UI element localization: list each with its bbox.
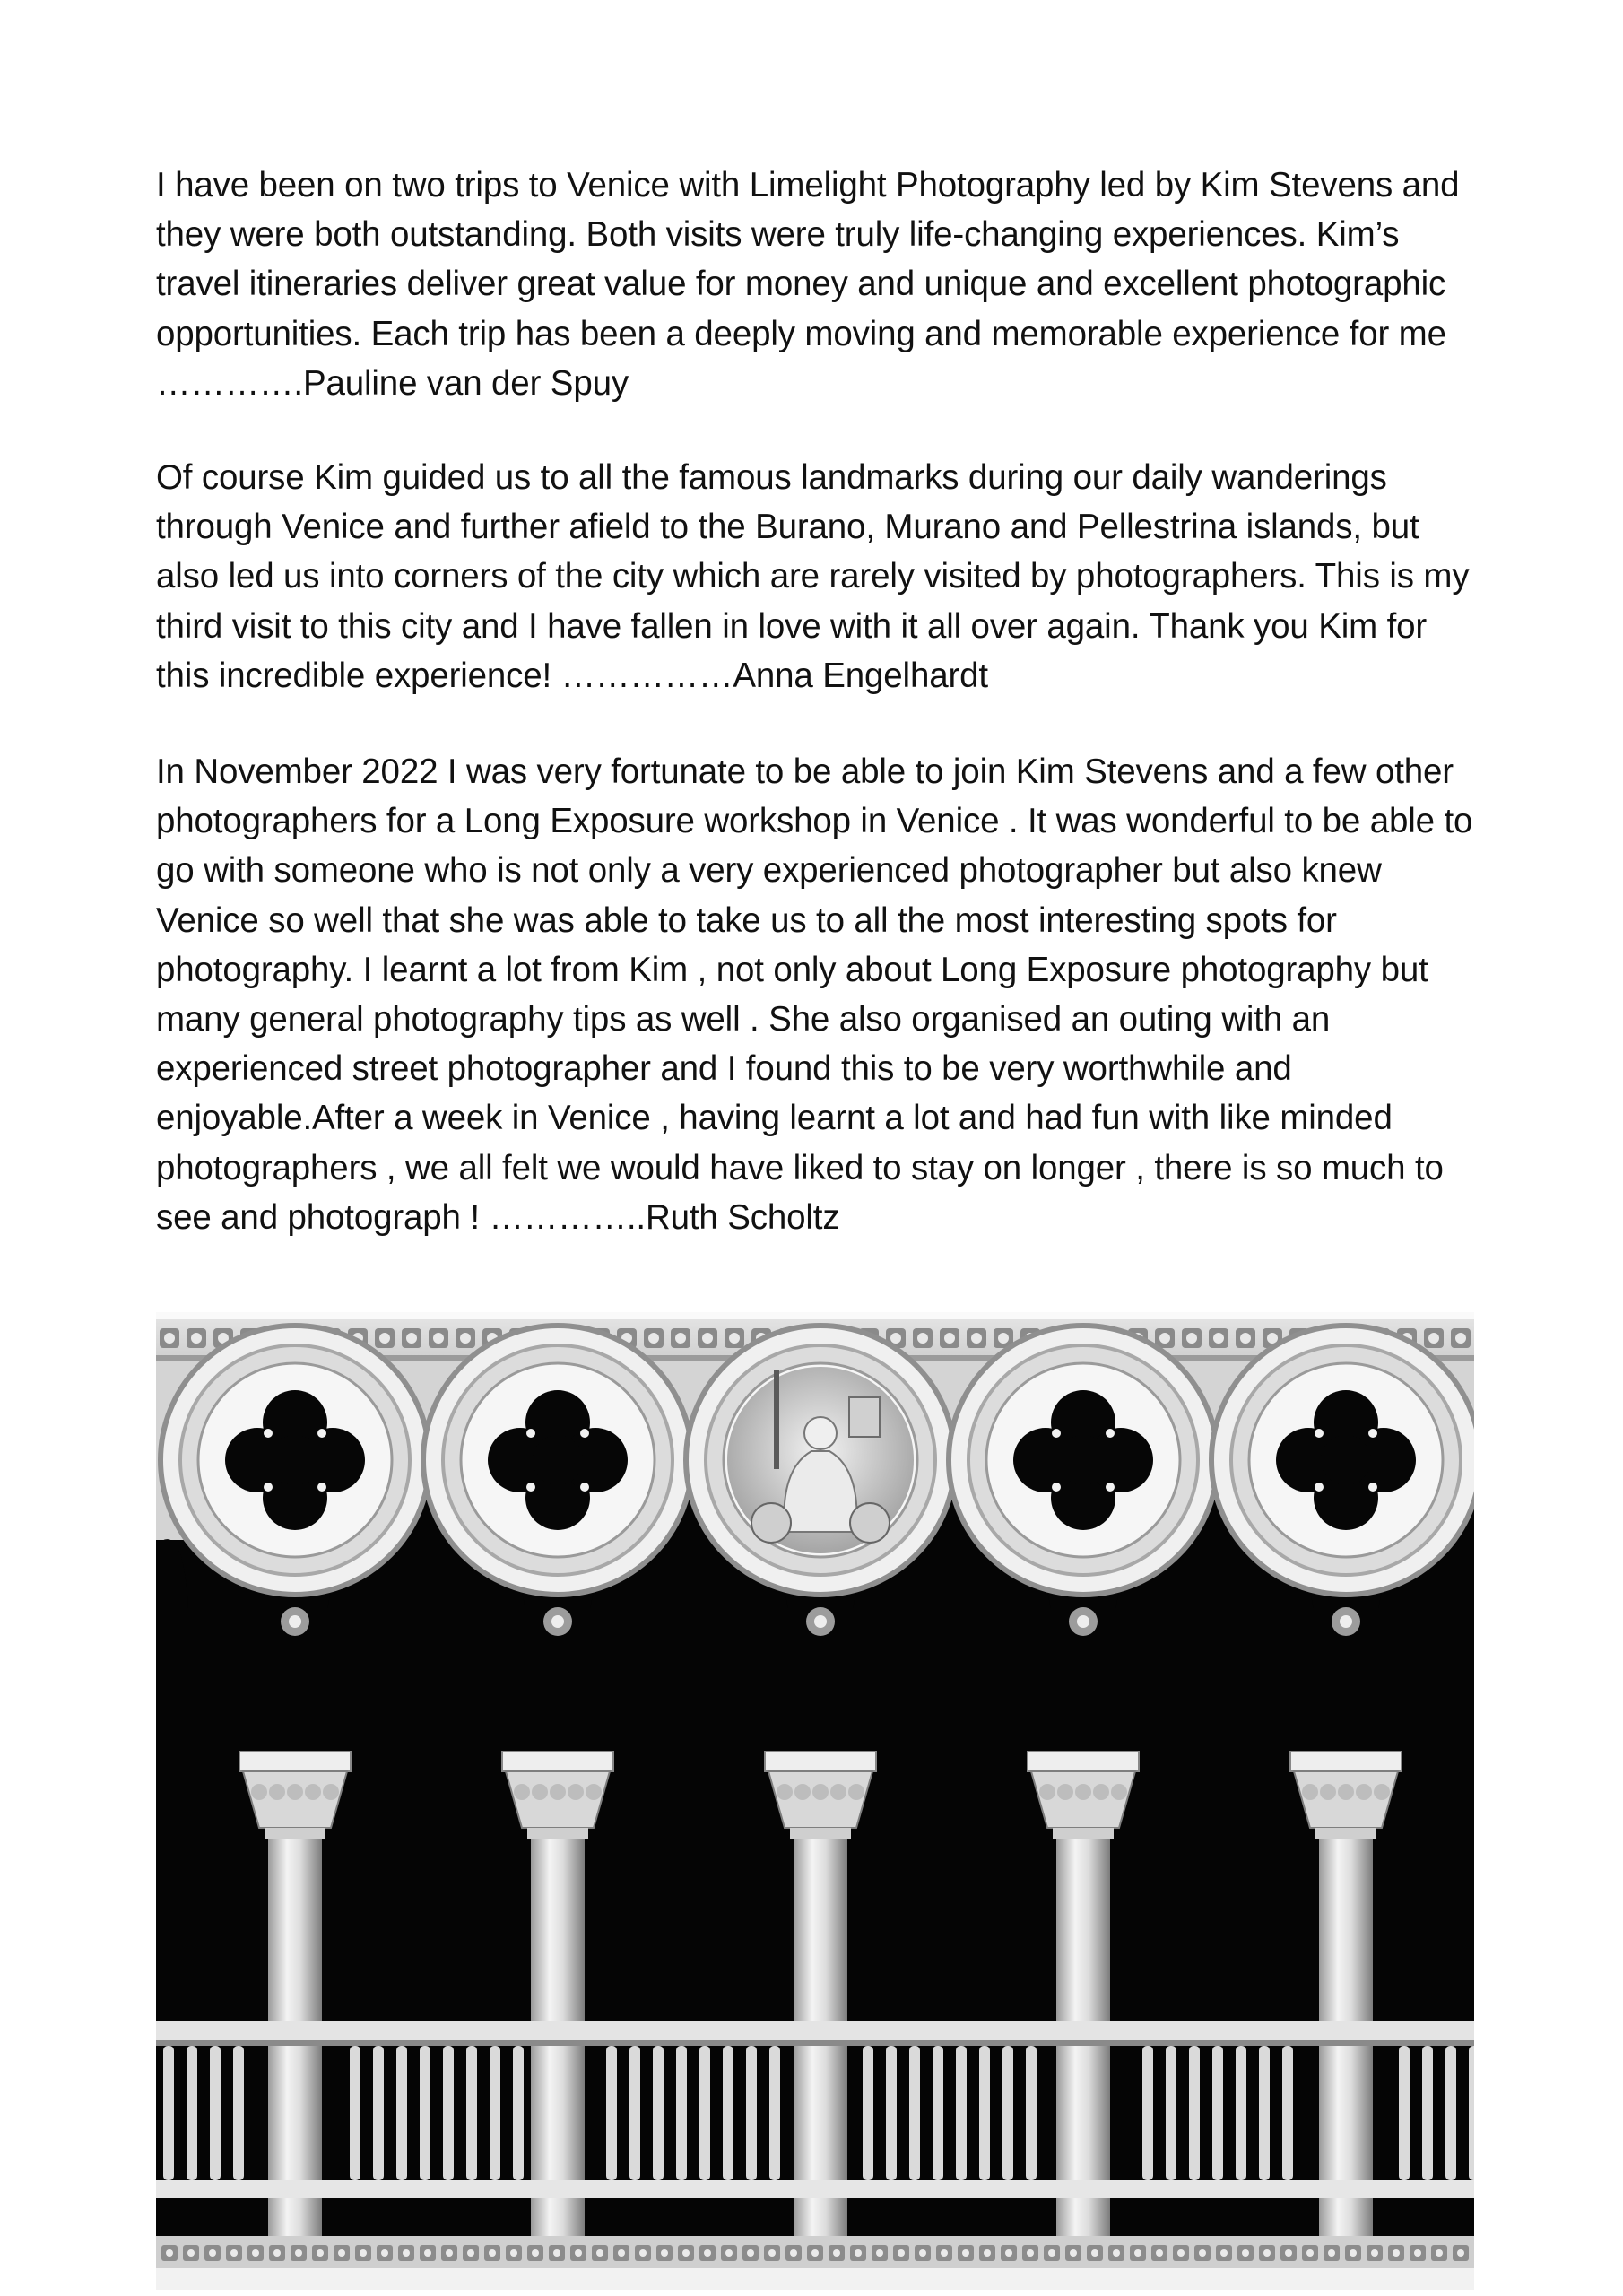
figure-head [804,1417,837,1449]
baluster [1422,2046,1433,2180]
baluster [443,2046,454,2180]
spandrel-rosette-center [551,1615,564,1628]
baluster [1469,2046,1474,2180]
capital-abacus [765,1752,876,1771]
lower-frieze-rosette [962,2249,969,2257]
baluster [373,2046,384,2180]
capital-leaf [1039,1784,1055,1800]
lion-right [850,1503,890,1543]
baluster [909,2046,920,2180]
lower-frieze-rosette [876,2249,883,2257]
top-edge [156,1312,1474,1319]
lower-frieze-rosette [1371,2249,1378,2257]
lower-frieze-rosette [424,2249,431,2257]
capital-leaf [1057,1784,1073,1800]
baluster [769,2046,780,2180]
quatrefoil-center [1321,1435,1371,1485]
capital-leaf [550,1784,566,1800]
lower-frieze-rosette [1070,2249,1077,2257]
lower-frieze-rosette [790,2249,797,2257]
capital-abacus [239,1752,351,1771]
frieze-rosette [675,1333,686,1344]
lower-frieze-rosette [747,2249,754,2257]
baluster [210,2046,221,2180]
frieze-rosette [191,1333,202,1344]
lower-frieze-rosette [855,2249,862,2257]
lower-frieze-rosette [1199,2249,1206,2257]
capital-abacus [1028,1752,1139,1771]
quatrefoil-cusp [264,1483,273,1492]
quatrefoil-cusp [1106,1483,1115,1492]
spandrel-rosette-center [814,1615,827,1628]
baluster [1259,2046,1270,2180]
capital-leaf [269,1784,285,1800]
capital-leaf [1320,1784,1336,1800]
baluster [1189,2046,1200,2180]
capital-leaf [1374,1784,1390,1800]
arcade-illustration [156,1312,1474,2290]
frieze-rosette [406,1333,417,1344]
column-necking [265,1828,325,1839]
capital-leaf [305,1784,321,1800]
testimonial-anna: Of course Kim guided us to all the famous landmarks during our daily wanderings through Venice and further afield to the Burano, Murano and Pellestrina islands, but also led us into corners of the city which are rarely visited by photographers. This is my third visit to this city and I have fallen in love with it all over again. Thank you Kim for this incredible experience! ……………Anna Engelhardt [156,458,1470,695]
quatrefoil-cusp [1368,1483,1377,1492]
lower-frieze-rosette [661,2249,668,2257]
lower-frieze-rosette [166,2249,173,2257]
frieze-rosette [648,1333,659,1344]
frieze-rosette [917,1333,928,1344]
frieze-rosette [460,1333,471,1344]
capital-leaf [514,1784,530,1800]
column-necking [790,1828,851,1839]
sword [774,1370,779,1469]
baluster [233,2046,244,2180]
baluster [653,2046,664,2180]
capital-abacus [1290,1752,1402,1771]
baluster [676,2046,687,2180]
lower-frieze-rosette [209,2249,216,2257]
capital-leaf [794,1784,811,1800]
lower-frieze-rosette [1220,2249,1228,2257]
lower-frieze-rosette [1134,2249,1141,2257]
capital-leaf [586,1784,602,1800]
lower-frieze-rosette [532,2249,539,2257]
capital-leaf [1338,1784,1354,1800]
baluster [513,2046,524,2180]
capital-leaf [1356,1784,1372,1800]
lower-frieze-rosette [1393,2249,1400,2257]
testimonial-ruth: In November 2022 I was very fortunate to be able to join Kim Stevens and a few other photographers for a Long Exposure workshop in Venice . It was wonderful to be able to go with someone who is not only a very experienced photographer but also knew Venice so well that she was able to take us to all the most interesting spots for photography. I learnt a lot from Kim , not only about Long Exposure photography but many general photography tips as well . She also organised an outing with an experienced street photographer and I found this to be very worthwhile and enjoyable.After a week in Venice , having learnt a lot and had fun with like minded photographers , we all felt we would have liked to stay on longer , there is so much to see and photograph ! …………..Ruth Scholtz [156,752,1473,1237]
baluster [1236,2046,1246,2180]
baluster [350,2046,360,2180]
frieze-rosette [1267,1333,1278,1344]
baluster [396,2046,407,2180]
lower-frieze-rosette [446,2249,453,2257]
lower-frieze-rosette [618,2249,625,2257]
lower-frieze-rosette [1328,2249,1335,2257]
lower-frieze-rosette [984,2249,991,2257]
quatrefoil-center [1058,1435,1108,1485]
lower-ledge [156,2268,1474,2290]
frieze-rosette [702,1333,713,1344]
lower-frieze-rosette [1027,2249,1034,2257]
quatrefoil-cusp [1315,1429,1324,1438]
lower-frieze-rosette [510,2249,517,2257]
baluster [1445,2046,1456,2180]
frieze-rosette [1455,1333,1466,1344]
quatrefoil-cusp [580,1483,589,1492]
quatrefoil-cusp [526,1483,535,1492]
frieze-rosette [1240,1333,1251,1344]
lower-frieze-rosette [1457,2249,1464,2257]
lower-frieze-rosette [1285,2249,1292,2257]
capital-leaf [812,1784,829,1800]
baluster [1166,2046,1176,2180]
scroll [849,1397,880,1437]
balustrade-rail [156,2021,1474,2040]
frieze-rosette [729,1333,740,1344]
venice-arcade-photo [156,1312,1474,2290]
lower-frieze-rosette [273,2249,281,2257]
quatrefoil-center [270,1435,320,1485]
baluster [1002,2046,1013,2180]
column-necking [527,1828,588,1839]
frieze-rosette [971,1333,982,1344]
lower-frieze-rosette [1113,2249,1120,2257]
capital-leaf [287,1784,303,1800]
baluster [863,2046,873,2180]
lower-frieze-rosette [704,2249,711,2257]
quatrefoil-cusp [264,1429,273,1438]
lower-frieze-rosette [295,2249,302,2257]
quatrefoil-cusp [526,1429,535,1438]
frieze-rosette [998,1333,1009,1344]
baluster [933,2046,943,2180]
baluster [466,2046,477,2180]
lion-left [751,1503,791,1543]
frieze-rosette [1186,1333,1197,1344]
capital-leaf [830,1784,846,1800]
spandrel-rosette-center [1340,1615,1352,1628]
quatrefoil-cusp [317,1429,326,1438]
frieze-rosette [379,1333,390,1344]
lower-frieze-rosette [187,2249,195,2257]
pointed-arch-opening [156,1539,188,1814]
lower-frieze-rosette [381,2249,388,2257]
quatrefoil-cusp [1052,1429,1061,1438]
lower-frieze-rosette [252,2249,259,2257]
baluster [1399,2046,1410,2180]
capital-leaf [323,1784,339,1800]
quatrefoil-cusp [317,1483,326,1492]
lower-frieze-rosette [919,2249,926,2257]
lower-frieze-rosette [230,2249,238,2257]
quatrefoil-center [533,1435,583,1485]
balustrade-base [156,2180,1474,2198]
baluster [699,2046,710,2180]
frieze-rosette [890,1333,901,1344]
capital-leaf [1093,1784,1109,1800]
baluster [956,2046,967,2180]
baluster [490,2046,500,2180]
lower-frieze-rosette [403,2249,410,2257]
quatrefoil-cusp [1368,1429,1377,1438]
lower-frieze-rosette [898,2249,905,2257]
baluster [1026,2046,1037,2180]
lower-frieze-rosette [812,2249,819,2257]
capital-leaf [1075,1784,1091,1800]
quatrefoil-cusp [1106,1429,1115,1438]
baluster [886,2046,897,2180]
balustrade-rail-shadow [156,2040,1474,2046]
lower-frieze-rosette [489,2249,496,2257]
baluster [723,2046,733,2180]
lower-frieze-rosette [596,2249,603,2257]
column-necking [1315,1828,1376,1839]
capital-leaf [1111,1784,1127,1800]
lower-frieze-rosette [1306,2249,1314,2257]
lower-frieze-rosette [1177,2249,1185,2257]
capital-leaf [251,1784,267,1800]
capital-leaf [532,1784,548,1800]
lower-frieze-rosette [1242,2249,1249,2257]
capital-abacus [502,1752,613,1771]
lower-frieze-rosette [941,2249,948,2257]
quatrefoil-cusp [1052,1483,1061,1492]
frieze-rosette [164,1333,175,1344]
lower-frieze-rosette [1436,2249,1443,2257]
spandrel-rosette-center [289,1615,301,1628]
lower-frieze-rosette [1005,2249,1012,2257]
frieze-rosette [433,1333,444,1344]
lower-frieze-rosette [317,2249,324,2257]
frieze-rosette [1159,1333,1170,1344]
lower-frieze-rosette [1048,2249,1055,2257]
testimonial-pauline: I have been on two trips to Venice with Limelight Photography led by Kim Stevens and they were both outstanding. Both visits were truly life-changing experiences. Kim’s travel itineraries deliver great value for money and unique and excellent photographic opportunities. Each trip has been a deeply moving and memorable experience for me ………….Pauline van der Spuy [156,166,1460,403]
quatrefoil-cusp [1315,1483,1324,1492]
baluster [1142,2046,1153,2180]
lower-frieze-rosette [575,2249,582,2257]
lower-frieze-rosette [639,2249,647,2257]
lower-frieze-rosette [725,2249,733,2257]
lower-frieze-rosette [1414,2249,1421,2257]
baluster [606,2046,617,2180]
baluster [746,2046,757,2180]
capital-leaf [1302,1784,1318,1800]
lower-frieze-rosette [682,2249,690,2257]
capital-leaf [568,1784,584,1800]
baluster [187,2046,197,2180]
lower-frieze-rosette [360,2249,367,2257]
baluster [629,2046,640,2180]
lower-frieze-rosette [1263,2249,1271,2257]
baluster [1212,2046,1223,2180]
lower-frieze-rosette [1156,2249,1163,2257]
baluster [420,2046,430,2180]
baluster [979,2046,990,2180]
spandrel-rosette-center [1077,1615,1089,1628]
lower-frieze-rosette [768,2249,776,2257]
column-necking [1053,1828,1114,1839]
baluster [1282,2046,1293,2180]
frieze-rosette [1213,1333,1224,1344]
capital-leaf [777,1784,793,1800]
lower-frieze-rosette [553,2249,560,2257]
frieze-rosette [1428,1333,1439,1344]
lower-frieze-rosette [338,2249,345,2257]
lower-frieze-rosette [1091,2249,1098,2257]
baluster [163,2046,174,2180]
quatrefoil-cusp [580,1429,589,1438]
capital-leaf [848,1784,864,1800]
lower-frieze-rosette [1350,2249,1357,2257]
lower-frieze-rosette [833,2249,840,2257]
frieze-rosette [944,1333,955,1344]
lower-frieze-rosette [467,2249,474,2257]
